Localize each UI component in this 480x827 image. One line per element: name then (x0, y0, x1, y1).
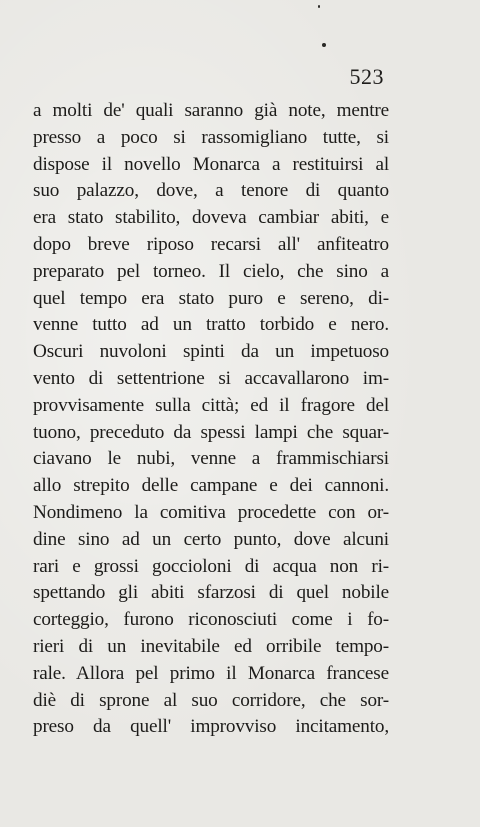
text-line: spettando gli abiti sfarzosi di quel nobile (33, 582, 389, 604)
text-line: Oscuri nuvoloni spinti da un impetuoso (33, 341, 389, 363)
text-line: preparato pel torneo. Il cielo, che sino a (33, 260, 389, 282)
text-line: Nondimeno la comitiva procedette con or- (33, 501, 389, 523)
text-line: dispose il novello Monarca a restituirsi al (33, 153, 389, 175)
text-line: quel tempo era stato puro e sereno, di- (33, 287, 389, 309)
text-line: rieri di un inevitabile ed orribile tempo- (33, 635, 389, 657)
text-line: suo palazzo, dove, a tenore di quanto (33, 180, 389, 202)
text-line: venne tutto ad un tratto torbido e nero. (33, 314, 389, 336)
text-line: allo strepito delle campane e dei cannoni. (33, 475, 389, 497)
ink-speck (322, 43, 326, 47)
page-number: 523 (349, 64, 384, 89)
text-line: presso a poco si rassomigliano tutte, si (33, 126, 389, 148)
text-line: a molti de' quali saranno già note, mentre (33, 100, 389, 121)
text-line: provvisamente sulla città; ed il fragore del (33, 394, 389, 416)
text-line: rale. Allora pel primo il Monarca francese (33, 662, 389, 684)
text-line: corteggio, furono riconosciuti come i fo- (33, 609, 389, 631)
text-line: era stato stabilito, doveva cambiar abiti, e (33, 207, 389, 229)
text-line: vento di settentrione si accavallarono im- (33, 367, 389, 389)
text-line: dine sino ad un certo punto, dove alcuni (33, 528, 389, 550)
body-text (33, 98, 389, 741)
text-line: dopo breve riposo recarsi all' anfiteatro (33, 233, 389, 255)
text-line: preso da quell' improvviso incitamento, (33, 716, 389, 738)
text-line: ciavano le nubi, venne a frammischiarsi (33, 448, 389, 470)
ink-speck (318, 5, 320, 8)
text-line: rari e grossi goccioloni di acqua non ri- (33, 555, 389, 577)
text-line: tuono, preceduto da spessi lampi che squar- (33, 421, 389, 443)
text-line: diè di sprone al suo corridore, che sor- (33, 689, 389, 711)
